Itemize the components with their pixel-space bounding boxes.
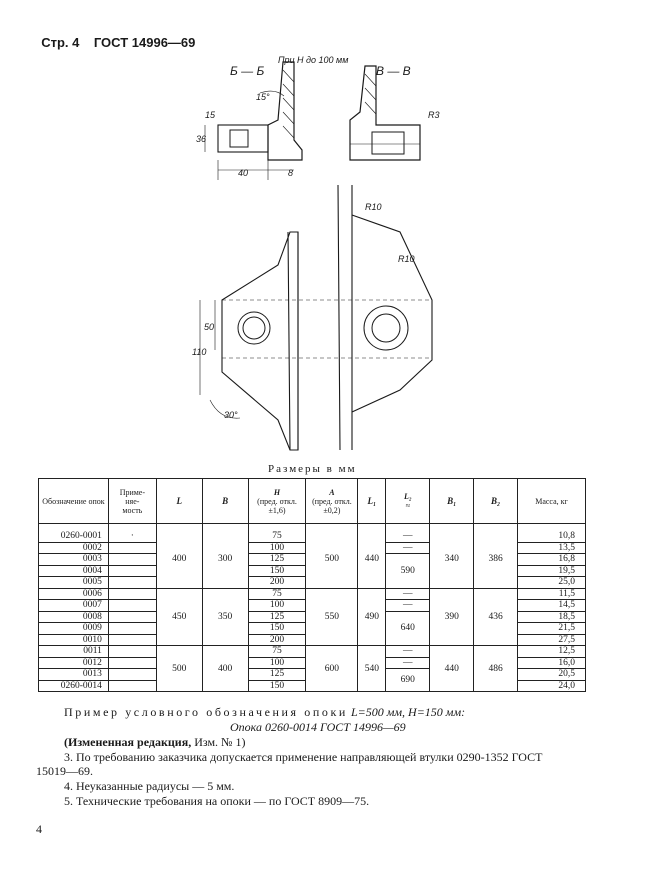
table-row: 0011 500 400 75 600 540 — 440 486 12,5 <box>39 646 586 658</box>
table-row: 0006 450 350 75 550 490 — 390 436 11,5 <box>39 588 586 600</box>
col-L2: L₂ ≈ <box>386 479 430 524</box>
page-label: Стр. 4 <box>41 35 80 50</box>
table-row: 0013 125 690 20,5 <box>39 669 586 681</box>
example-code: Опока 0260-0014 ГОСТ 14996—69 <box>230 720 406 734</box>
dim-15: 15 <box>205 110 216 120</box>
table-row: 0005 200 25,0 <box>39 577 586 589</box>
page-number: 4 <box>36 822 42 836</box>
radius-r3: R3 <box>428 110 440 120</box>
table-row: 0002 100 — 13,5 <box>39 542 586 554</box>
col-B2: B₂ <box>474 479 518 524</box>
col-H: H (пред. откл. ±1,6) <box>248 479 306 524</box>
col-mass: Масса, кг <box>518 479 586 524</box>
angle-15: 15° <box>256 92 270 102</box>
item-4: 4. Неуказанные радиусы — 5 мм. <box>64 779 235 793</box>
example-label: Пример условного обозначения опоки <box>64 705 348 719</box>
col-L1: L₁ <box>358 479 386 524</box>
table-row: 0260-0014 150 24,0 <box>39 680 586 692</box>
standard-label: ГОСТ 14996—69 <box>93 35 196 50</box>
note-text: При Н до 100 мм <box>278 55 349 65</box>
dim-36: 36 <box>196 134 207 144</box>
example-line <box>64 705 465 719</box>
item-3: 3. По требованию заказчика допускается применение направляющей втулки 0290-1352 ГОСТ <box>64 750 543 764</box>
table-row: 0004 150 19,5 <box>39 565 586 577</box>
dim-110: 110 <box>192 347 207 357</box>
table-header-row <box>39 479 586 524</box>
section-b-label: Б — Б <box>230 64 265 78</box>
specification-table <box>38 478 586 692</box>
col-B: B <box>202 479 248 524</box>
table-row: 0003 125 590 16,8 <box>39 554 586 566</box>
radius-r10-top: R10 <box>365 202 382 212</box>
col-usage: Приме- няе- мость <box>108 479 156 524</box>
angle-30: 30° <box>224 410 238 420</box>
radius-r10-side: R10 <box>398 254 415 264</box>
table-row: 0009 150 21,5 <box>39 623 586 635</box>
table-row: 0012 100 — 16,0 <box>39 657 586 669</box>
edition-note: (Измененная редакция, Изм. № 1) <box>64 735 246 749</box>
example-dims: L=500 мм, H=150 мм: <box>350 705 466 719</box>
item-3-continued: 15019—69. <box>36 764 93 778</box>
col-L: L <box>156 479 202 524</box>
table-row: 0010 200 27,5 <box>39 634 586 646</box>
section-v-drawing <box>350 66 420 160</box>
section-v-label: В — В <box>376 64 411 78</box>
item-5: 5. Технические требования на опоки — по ГОСТ 8909—75. <box>64 794 370 808</box>
table-row: 0260-0001 · 400 300 75 500 440 — 340 386 10,8 <box>39 531 586 542</box>
col-B1: B₁ <box>430 479 474 524</box>
section-b-drawing <box>205 62 302 180</box>
table-row: 0008 125 640 18,5 <box>39 611 586 623</box>
col-designation: Обозначение опок <box>39 479 109 524</box>
table-row: 0007 100 — 14,5 <box>39 600 586 612</box>
dim-8: 8 <box>288 168 294 178</box>
col-A: A (пред. откл. ±0,2) <box>306 479 358 524</box>
dim-50: 50 <box>204 322 215 332</box>
dimensions-caption: Размеры в мм <box>268 463 357 475</box>
dim-40: 40 <box>238 168 249 178</box>
